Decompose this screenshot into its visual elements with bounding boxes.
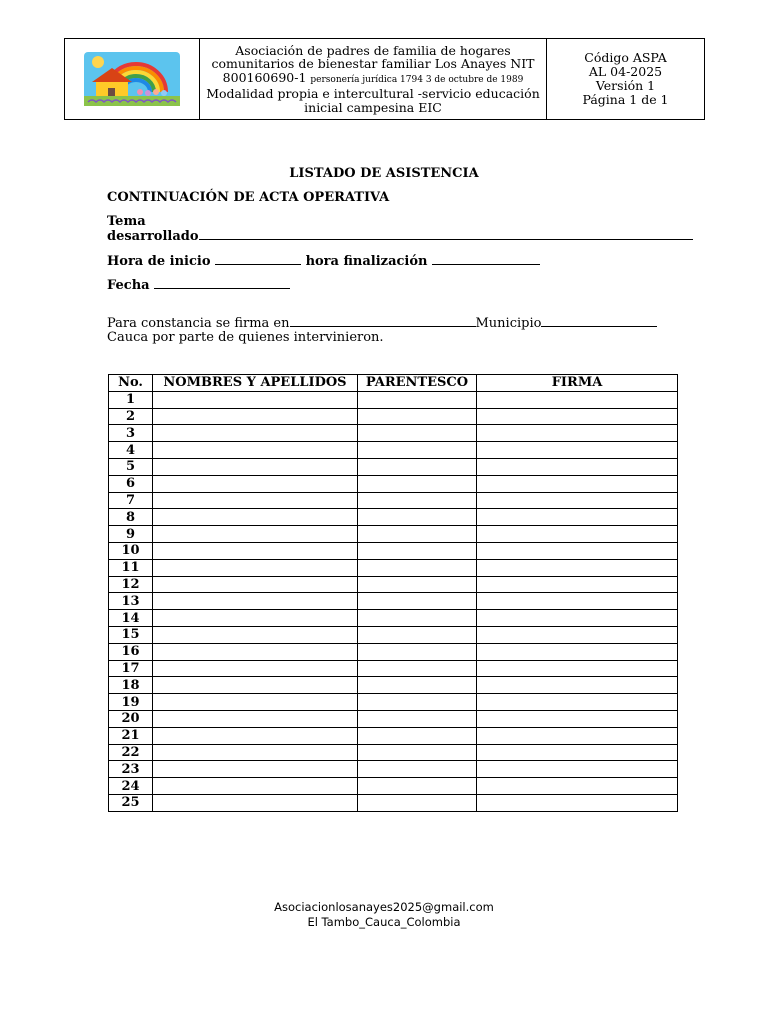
row-number: 10 bbox=[109, 542, 153, 559]
signature-cell[interactable] bbox=[477, 559, 678, 576]
name-cell[interactable] bbox=[153, 391, 358, 408]
relationship-cell[interactable] bbox=[358, 593, 477, 610]
name-cell[interactable] bbox=[153, 643, 358, 660]
signature-cell[interactable] bbox=[477, 761, 678, 778]
signature-cell[interactable] bbox=[477, 610, 678, 627]
signature-cell[interactable] bbox=[477, 626, 678, 643]
relationship-cell[interactable] bbox=[358, 509, 477, 526]
table-row bbox=[109, 526, 678, 543]
relationship-cell[interactable] bbox=[358, 744, 477, 761]
table-body bbox=[109, 391, 678, 811]
row-number: 25 bbox=[109, 794, 153, 811]
relationship-cell[interactable] bbox=[358, 710, 477, 727]
col-header-relationship: PARENTESCO bbox=[358, 375, 477, 392]
name-cell[interactable] bbox=[153, 526, 358, 543]
relationship-cell[interactable] bbox=[358, 778, 477, 795]
organization-info bbox=[200, 39, 547, 119]
row-number: 1 bbox=[109, 391, 153, 408]
footer-email[interactable]: Asociacionlosanayes2025@gmail.com bbox=[274, 900, 494, 914]
row-number: 17 bbox=[109, 660, 153, 677]
row-number: 16 bbox=[109, 643, 153, 660]
row-number: 15 bbox=[109, 626, 153, 643]
signature-cell[interactable] bbox=[477, 458, 678, 475]
relationship-cell[interactable] bbox=[358, 677, 477, 694]
signature-cell[interactable] bbox=[477, 442, 678, 459]
row-number: 21 bbox=[109, 727, 153, 744]
constancia-line bbox=[107, 315, 657, 331]
constancia-blank[interactable] bbox=[290, 315, 476, 327]
name-cell[interactable] bbox=[153, 425, 358, 442]
signature-cell[interactable] bbox=[477, 391, 678, 408]
signature-cell[interactable] bbox=[477, 542, 678, 559]
row-number: 11 bbox=[109, 559, 153, 576]
table-row bbox=[109, 710, 678, 727]
relationship-cell[interactable] bbox=[358, 542, 477, 559]
row-number: 18 bbox=[109, 677, 153, 694]
relationship-cell[interactable] bbox=[358, 727, 477, 744]
subtitle: CONTINUACIÓN DE ACTA OPERATIVA bbox=[107, 190, 390, 205]
signature-cell[interactable] bbox=[477, 425, 678, 442]
constancia-line-2: Cauca por parte de quienes intervinieron. bbox=[107, 330, 384, 345]
hora-inicio-label: Hora de inicio bbox=[107, 254, 211, 269]
table-header-row bbox=[109, 375, 678, 392]
name-cell[interactable] bbox=[153, 475, 358, 492]
relationship-cell[interactable] bbox=[358, 794, 477, 811]
tema-line bbox=[107, 228, 693, 244]
name-cell[interactable] bbox=[153, 761, 358, 778]
personeria-text: personería jurídica 1794 3 de octubre de 1989 bbox=[310, 74, 524, 85]
name-cell[interactable] bbox=[153, 660, 358, 677]
name-cell[interactable] bbox=[153, 542, 358, 559]
signature-cell[interactable] bbox=[477, 492, 678, 509]
name-cell[interactable] bbox=[153, 610, 358, 627]
modality-line-1: Modalidad propia e intercultural -servicio educación bbox=[206, 86, 540, 102]
document-header bbox=[64, 38, 705, 120]
relationship-cell[interactable] bbox=[358, 694, 477, 711]
code-value: AL 04-2025 bbox=[588, 64, 663, 79]
hora-inicio-blank[interactable] bbox=[215, 253, 301, 265]
name-cell[interactable] bbox=[153, 694, 358, 711]
table-row bbox=[109, 408, 678, 425]
signature-cell[interactable] bbox=[477, 593, 678, 610]
relationship-cell[interactable] bbox=[358, 442, 477, 459]
signature-cell[interactable] bbox=[477, 778, 678, 795]
signature-cell[interactable] bbox=[477, 408, 678, 425]
table-row bbox=[109, 626, 678, 643]
row-number: 4 bbox=[109, 442, 153, 459]
relationship-cell[interactable] bbox=[358, 492, 477, 509]
relationship-cell[interactable] bbox=[358, 425, 477, 442]
page-title: LISTADO DE ASISTENCIA bbox=[289, 166, 479, 181]
row-number: 5 bbox=[109, 458, 153, 475]
name-cell[interactable] bbox=[153, 559, 358, 576]
row-number: 12 bbox=[109, 576, 153, 593]
document-code-info bbox=[547, 39, 704, 119]
name-cell[interactable] bbox=[153, 794, 358, 811]
municipio-blank[interactable] bbox=[541, 315, 657, 327]
logo-cell bbox=[65, 39, 200, 119]
name-cell[interactable] bbox=[153, 458, 358, 475]
table-row bbox=[109, 542, 678, 559]
relationship-cell[interactable] bbox=[358, 559, 477, 576]
table-row bbox=[109, 509, 678, 526]
table-row bbox=[109, 794, 678, 811]
signature-cell[interactable] bbox=[477, 710, 678, 727]
fecha-label: Fecha bbox=[107, 278, 150, 293]
signature-cell[interactable] bbox=[477, 677, 678, 694]
table-row bbox=[109, 744, 678, 761]
row-number: 24 bbox=[109, 778, 153, 795]
row-number: 3 bbox=[109, 425, 153, 442]
signature-cell[interactable] bbox=[477, 526, 678, 543]
hora-fin-label: hora finalización bbox=[305, 254, 428, 269]
tema-label-1: Tema bbox=[107, 214, 146, 229]
table-row bbox=[109, 391, 678, 408]
hours-line bbox=[107, 253, 540, 269]
name-cell[interactable] bbox=[153, 778, 358, 795]
relationship-cell[interactable] bbox=[358, 408, 477, 425]
table-row bbox=[109, 778, 678, 795]
name-cell[interactable] bbox=[153, 492, 358, 509]
signature-cell[interactable] bbox=[477, 660, 678, 677]
table-row bbox=[109, 694, 678, 711]
table-row bbox=[109, 660, 678, 677]
row-number: 14 bbox=[109, 610, 153, 627]
constancia-label: Para constancia se firma en bbox=[107, 316, 290, 331]
table-row bbox=[109, 576, 678, 593]
relationship-cell[interactable] bbox=[358, 643, 477, 660]
table-row bbox=[109, 559, 678, 576]
row-number: 20 bbox=[109, 710, 153, 727]
table-row bbox=[109, 727, 678, 744]
name-cell[interactable] bbox=[153, 677, 358, 694]
municipio-label: Municipio bbox=[475, 316, 542, 331]
relationship-cell[interactable] bbox=[358, 761, 477, 778]
org-line-2: comunitarios de bienestar familiar Los Anayes NIT bbox=[211, 56, 535, 72]
rainbow-house-children-logo bbox=[84, 52, 180, 106]
col-header-names: NOMBRES Y APELLIDOS bbox=[153, 375, 358, 392]
name-cell[interactable] bbox=[153, 442, 358, 459]
table-row bbox=[109, 593, 678, 610]
signature-cell[interactable] bbox=[477, 694, 678, 711]
name-cell[interactable] bbox=[153, 408, 358, 425]
table-row bbox=[109, 761, 678, 778]
signature-cell[interactable] bbox=[477, 727, 678, 744]
name-cell[interactable] bbox=[153, 727, 358, 744]
table-row bbox=[109, 425, 678, 442]
relationship-cell[interactable] bbox=[358, 660, 477, 677]
col-header-signature: FIRMA bbox=[477, 375, 678, 392]
fecha-line bbox=[107, 277, 290, 293]
row-number: 9 bbox=[109, 526, 153, 543]
org-line-1: Asociación de padres de familia de hogares bbox=[235, 42, 511, 58]
relationship-cell[interactable] bbox=[358, 626, 477, 643]
relationship-cell[interactable] bbox=[358, 576, 477, 593]
relationship-cell[interactable] bbox=[358, 458, 477, 475]
relationship-cell[interactable] bbox=[358, 526, 477, 543]
signature-cell[interactable] bbox=[477, 643, 678, 660]
version-text: Versión 1 bbox=[595, 78, 656, 93]
nit-number: 800160690-1 bbox=[222, 69, 307, 85]
table-row bbox=[109, 458, 678, 475]
signature-cell[interactable] bbox=[477, 576, 678, 593]
row-number: 6 bbox=[109, 475, 153, 492]
attendance-table bbox=[108, 374, 678, 812]
row-number: 7 bbox=[109, 492, 153, 509]
page-count-text: Página 1 de 1 bbox=[582, 92, 669, 107]
name-cell[interactable] bbox=[153, 744, 358, 761]
name-cell[interactable] bbox=[153, 509, 358, 526]
signature-cell[interactable] bbox=[477, 475, 678, 492]
row-number: 22 bbox=[109, 744, 153, 761]
table-row bbox=[109, 677, 678, 694]
modality-line-2: inicial campesina EIC bbox=[304, 99, 442, 115]
signature-cell[interactable] bbox=[477, 794, 678, 811]
row-number: 2 bbox=[109, 408, 153, 425]
table-row bbox=[109, 475, 678, 492]
table-row bbox=[109, 442, 678, 459]
relationship-cell[interactable] bbox=[358, 475, 477, 492]
fecha-blank[interactable] bbox=[154, 277, 290, 289]
relationship-cell[interactable] bbox=[358, 391, 477, 408]
relationship-cell[interactable] bbox=[358, 610, 477, 627]
footer-location: El Tambo_Cauca_Colombia bbox=[307, 915, 461, 929]
row-number: 8 bbox=[109, 509, 153, 526]
nit-line bbox=[223, 71, 524, 88]
tema-label-2: desarrollado bbox=[107, 229, 199, 244]
signature-cell[interactable] bbox=[477, 744, 678, 761]
signature-cell[interactable] bbox=[477, 509, 678, 526]
row-number: 19 bbox=[109, 694, 153, 711]
name-cell[interactable] bbox=[153, 576, 358, 593]
row-number: 13 bbox=[109, 593, 153, 610]
name-cell[interactable] bbox=[153, 593, 358, 610]
code-label: Código ASPA bbox=[584, 50, 667, 65]
hora-fin-blank[interactable] bbox=[432, 253, 540, 265]
tema-blank[interactable] bbox=[199, 228, 693, 240]
table-row bbox=[109, 492, 678, 509]
table-row bbox=[109, 643, 678, 660]
table-row bbox=[109, 610, 678, 627]
name-cell[interactable] bbox=[153, 626, 358, 643]
name-cell[interactable] bbox=[153, 710, 358, 727]
row-number: 23 bbox=[109, 761, 153, 778]
col-header-no: No. bbox=[109, 375, 153, 392]
